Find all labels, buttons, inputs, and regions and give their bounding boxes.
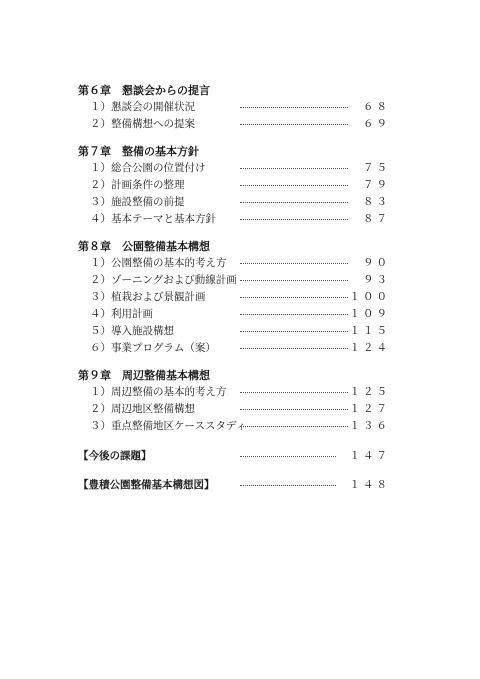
toc-entry-label: ５）導入施設構想: [90, 325, 174, 337]
chapter-6-title: 第６章 懇談会からの提言: [78, 84, 210, 97]
toc-entry-page: ８７: [363, 213, 390, 225]
toc-entry-label: ６）事業プログラム（案）: [90, 342, 216, 354]
leader-dots: [240, 167, 348, 169]
toc-entry-label: 【豊積公園整備基本構想図】: [78, 479, 215, 491]
leader-dots: [240, 391, 348, 393]
toc-entry-label: １）総合公園の位置付け: [90, 162, 206, 174]
leader-dots: [240, 408, 348, 410]
toc-entry-page: ７５: [363, 162, 390, 174]
toc-entry-label: ４）利用計画: [90, 308, 153, 320]
toc-entry-label: ３）植栽および景観計画: [90, 291, 206, 303]
toc-entry[interactable]: [90, 255, 390, 269]
toc-entry-page: ９０: [363, 257, 390, 269]
toc-entry[interactable]: [90, 306, 390, 320]
leader-dots: [240, 201, 348, 203]
leader-dots: [240, 296, 348, 298]
toc-entry-page: ７９: [363, 179, 390, 191]
toc-entry[interactable]: [90, 160, 390, 174]
leader-dots: [240, 279, 348, 281]
chapter-7-title: 第７章 整備の基本方針: [78, 145, 199, 158]
leader-dots: [240, 313, 348, 315]
toc-entry-label: ２）周辺地区整備構想: [90, 403, 195, 415]
toc-entry[interactable]: [90, 384, 390, 398]
toc-entry-label: ４）基本テーマと基本方針: [90, 213, 216, 225]
toc-entry[interactable]: [90, 272, 390, 286]
toc-entry-master-plan-map[interactable]: [78, 477, 390, 491]
toc-entry-label: １）周辺整備の基本的考え方: [90, 386, 227, 398]
leader-dots: [240, 330, 348, 332]
toc-entry-page: １４７: [349, 450, 390, 462]
toc-entry-page: ９３: [363, 274, 390, 286]
chapter-9-title: 第９章 周辺整備基本構想: [78, 369, 210, 382]
toc-entry-label: 【今後の課題】: [78, 450, 152, 462]
toc-entry-label: ３）重点整備地区ケーススタディ: [90, 420, 247, 432]
toc-entry-future-issues[interactable]: [78, 448, 390, 462]
toc-entry-page: １３６: [349, 420, 390, 432]
toc-entry[interactable]: [90, 289, 390, 303]
toc-entry[interactable]: [90, 194, 390, 208]
toc-entry-page: ６８: [363, 101, 390, 113]
leader-dots: [240, 123, 348, 125]
toc-entry-page: １２５: [349, 386, 390, 398]
toc-entry-label: ２）整備構想への提案: [90, 118, 195, 130]
leader-dots: [240, 184, 348, 186]
toc-entry-page: ６９: [363, 118, 390, 130]
toc-entry[interactable]: [90, 116, 390, 130]
leader-dots: [240, 425, 348, 427]
toc-entry-page: １００: [349, 291, 390, 303]
toc-entry[interactable]: [90, 418, 390, 432]
toc-entry[interactable]: [90, 211, 390, 225]
toc-entry[interactable]: [90, 323, 390, 337]
toc-entry-page: １０９: [349, 308, 390, 320]
leader-dots: [240, 484, 336, 486]
toc-entry-label: １）懇談会の開催状況: [90, 101, 195, 113]
leader-dots: [240, 218, 348, 220]
toc-entry[interactable]: [90, 177, 390, 191]
leader-dots: [240, 347, 348, 349]
toc-entry-label: １）公園整備の基本的考え方: [90, 257, 227, 269]
toc-entry-page: １４８: [349, 479, 390, 491]
toc-entry[interactable]: [90, 401, 390, 415]
toc-entry-label: ３）施設整備の前提: [90, 196, 185, 208]
leader-dots: [240, 106, 348, 108]
toc-entry-page: １２４: [349, 342, 390, 354]
toc-entry[interactable]: [90, 340, 390, 354]
toc-entry-label: ２）計画条件の整理: [90, 179, 185, 191]
toc-entry-page: ８３: [363, 196, 390, 208]
toc-entry-label: ２）ゾーニングおよび動線計画: [90, 274, 237, 286]
toc-entry-page: １２７: [349, 403, 390, 415]
chapter-8-title: 第８章 公園整備基本構想: [78, 240, 210, 253]
toc-entry-page: １１５: [349, 325, 390, 337]
toc-entry[interactable]: [90, 99, 390, 113]
leader-dots: [240, 455, 336, 457]
leader-dots: [240, 262, 348, 264]
